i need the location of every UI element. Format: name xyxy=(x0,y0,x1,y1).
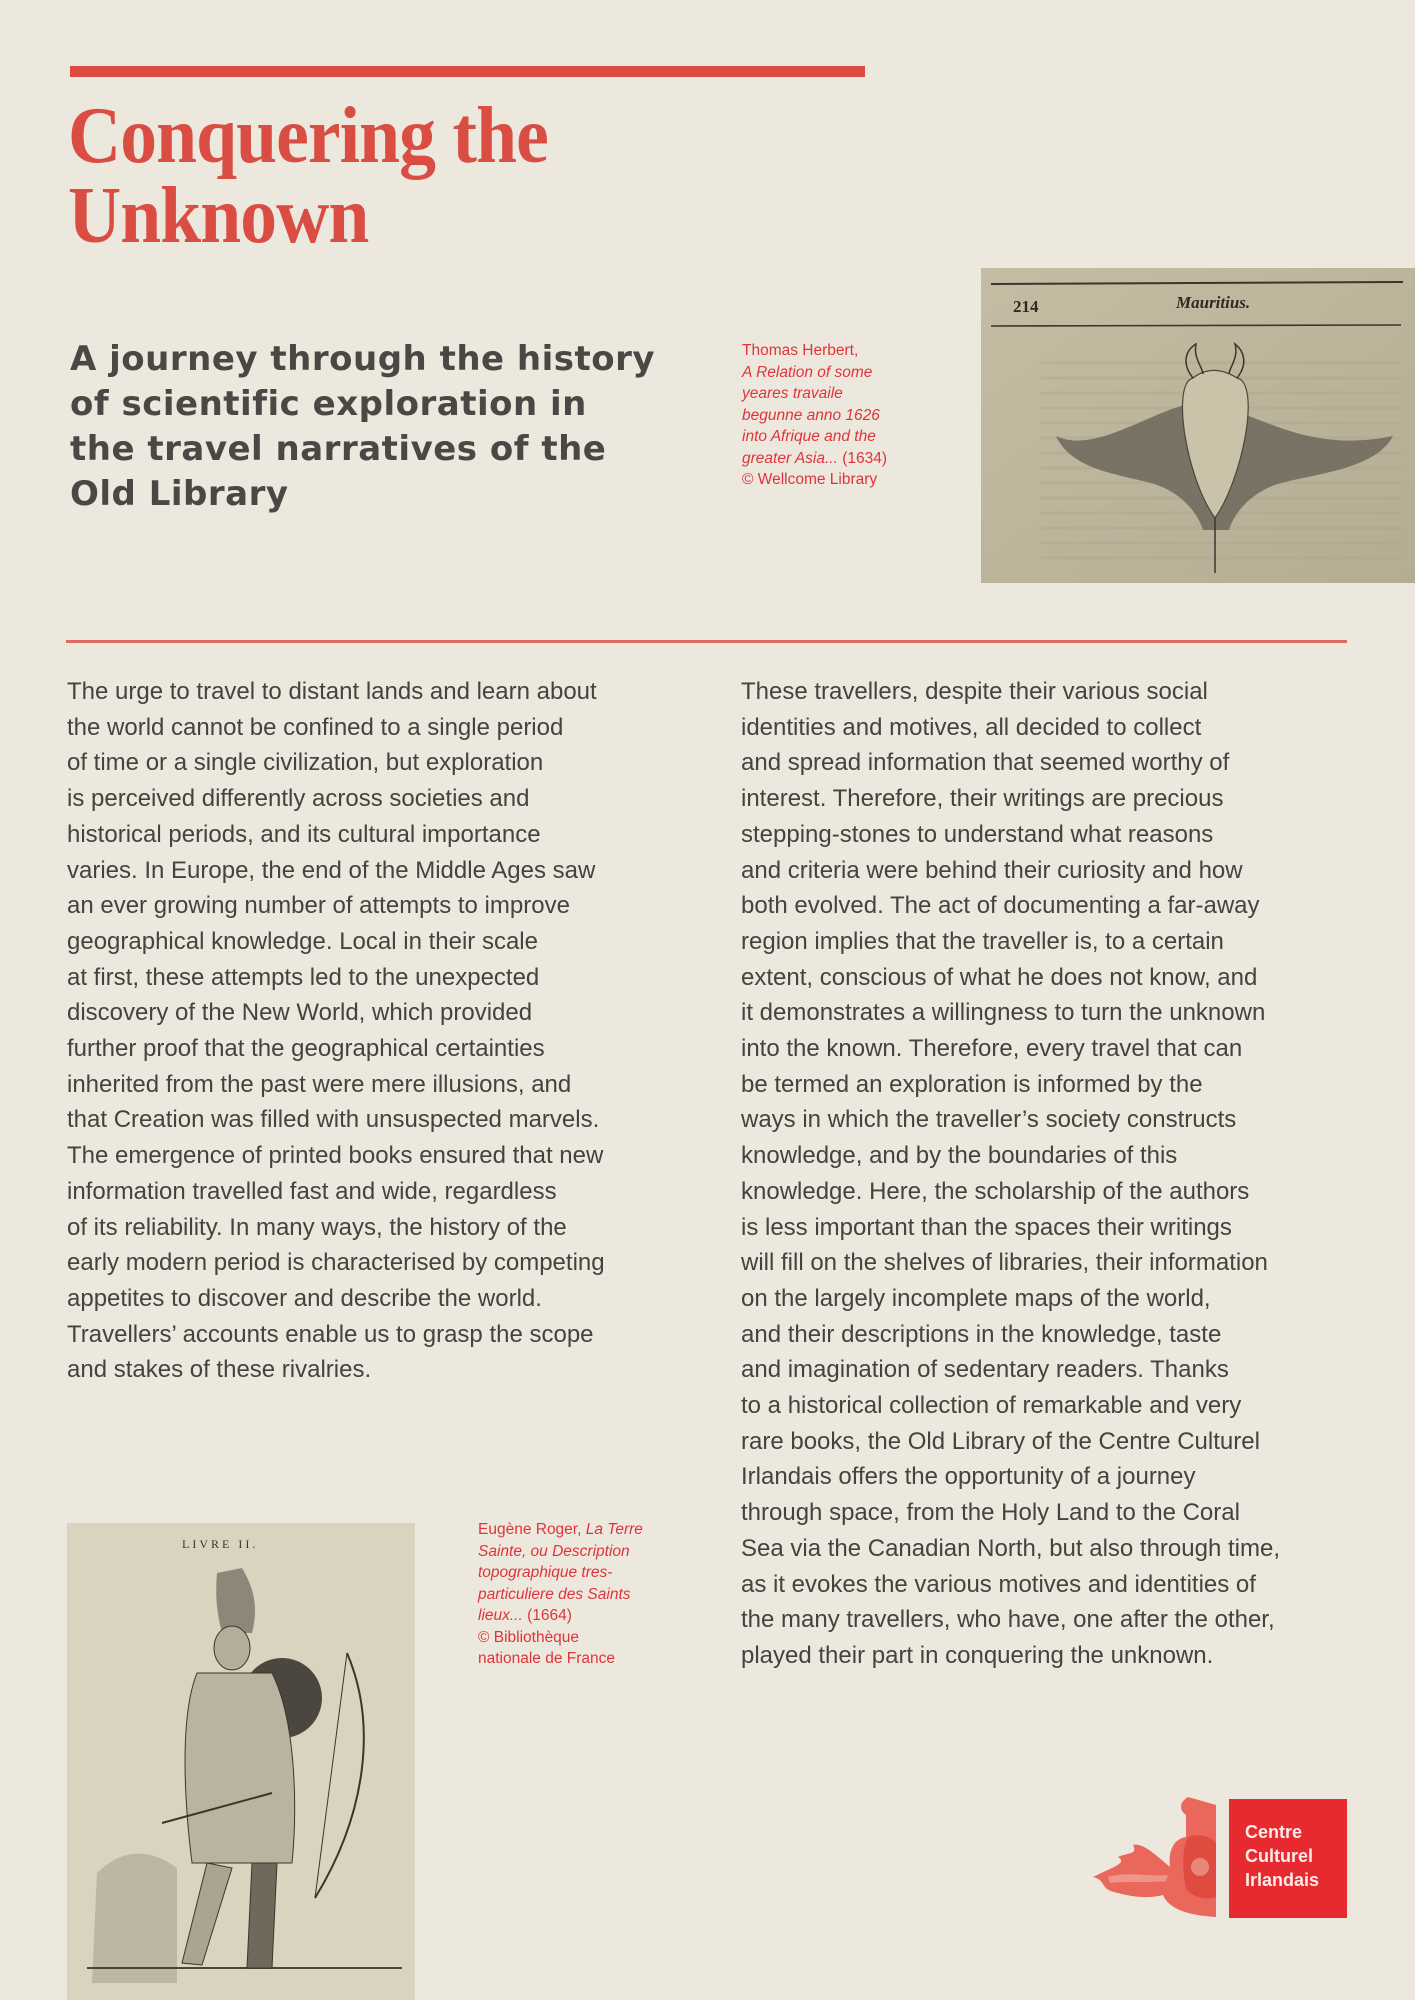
caption-title-line: A Relation of some xyxy=(742,363,873,381)
body-text-line: information travelled fast and wide, regardless xyxy=(67,1177,557,1205)
body-text-line: is less important than the spaces their writings xyxy=(741,1213,1232,1241)
page-heading: Mauritius. xyxy=(1176,293,1251,312)
title-line-1: Conquering the xyxy=(68,92,548,180)
body-text-line: identities and motives, all decided to collect xyxy=(741,713,1202,741)
logo-text-line: Culturel xyxy=(1245,1846,1314,1866)
caption-author: Eugène Roger, xyxy=(478,1521,582,1538)
body-text-line: to a historical collection of remarkable and very xyxy=(741,1392,1242,1420)
body-text-line: ways in which the traveller’s society constructs xyxy=(741,1106,1237,1134)
body-text-line: on the largely incomplete maps of the world, xyxy=(741,1284,1211,1312)
caption-title-year-line xyxy=(742,448,887,470)
body-text-line: of time or a single civilization, but exploration xyxy=(67,749,544,777)
body-text-line: further proof that the geographical certainties xyxy=(67,1035,545,1063)
caption-title-year-line xyxy=(478,1605,643,1627)
archer-warrior-engraving-image xyxy=(67,1523,415,2000)
subtitle-line: of scientific exploration in xyxy=(70,384,587,424)
body-text-line: rare books, the Old Library of the Centre Culturel xyxy=(741,1427,1260,1455)
manta-ray-engraving-image xyxy=(981,268,1415,583)
body-text-line: is perceived differently across societies and xyxy=(67,785,530,813)
page-heading: LIVRE II. xyxy=(182,1537,259,1551)
body-text-line: as it evokes the various motives and identities of xyxy=(741,1570,1256,1598)
caption-author: Thomas Herbert, xyxy=(742,342,859,359)
body-text-line: and criteria were behind their curiosity and how xyxy=(741,856,1243,884)
body-text-line: Sea via the Canadian North, but also through time, xyxy=(741,1534,1280,1562)
caption-year: (1664) xyxy=(527,1607,572,1624)
body-text-line: The emergence of printed books ensured that new xyxy=(67,1142,604,1170)
body-text-line: early modern period is characterised by competing xyxy=(67,1249,605,1277)
body-text-line: that Creation was filled with unsuspected marvels. xyxy=(67,1106,600,1134)
body-text-line: of its reliability. In many ways, the history of the xyxy=(67,1213,567,1241)
body-text-line: Irlandais offers the opportunity of a journey xyxy=(741,1463,1196,1491)
body-column-right xyxy=(741,674,1361,1674)
manta-ray-illustration xyxy=(981,268,1415,583)
body-text-line: an ever growing number of attempts to improve xyxy=(67,892,570,920)
body-text-line: into the known. Therefore, every travel that can xyxy=(741,1035,1243,1063)
caption-author-title-line xyxy=(478,1519,643,1541)
caption-title-line: particuliere des Saints xyxy=(478,1585,631,1603)
logo-text-line: Irlandais xyxy=(1245,1870,1320,1890)
logo-text xyxy=(1245,1820,1319,1892)
caption-title-line: begunne anno 1626 xyxy=(742,406,880,424)
caption-credit: nationale de France xyxy=(478,1650,616,1667)
body-text-line: These travellers, despite their various social xyxy=(741,678,1208,705)
body-text-line: and stakes of these rivalries. xyxy=(67,1356,372,1384)
body-text-line: and their descriptions in the knowledge, taste xyxy=(741,1320,1222,1348)
title-line-2: Unknown xyxy=(68,172,369,260)
subtitle-line: A journey through the history xyxy=(70,339,656,379)
centre-culturel-irlandais-logo xyxy=(1229,1799,1347,1918)
title-accent-bar xyxy=(70,66,865,77)
caption-title-line: lieux... xyxy=(478,1607,523,1624)
body-text-line: historical periods, and its cultural importance xyxy=(67,820,541,848)
crest-graphic xyxy=(1088,1797,1218,1919)
body-text-line: both evolved. The act of documenting a far-away xyxy=(741,892,1260,920)
archer-warrior-illustration xyxy=(67,1523,415,2000)
body-text-line: through space, from the Holy Land to the Coral xyxy=(741,1499,1240,1527)
body-text-line: knowledge, and by the boundaries of this xyxy=(741,1142,1178,1170)
body-text-line: the world cannot be confined to a single period xyxy=(67,713,564,741)
caption-title-line: Sainte, ou Description xyxy=(478,1542,630,1560)
caption-title-line: yeares travaile xyxy=(742,385,843,402)
body-text-line: will fill on the shelves of libraries, their information xyxy=(741,1249,1268,1277)
figure-caption-roger xyxy=(478,1519,643,1670)
body-text-line: varies. In Europe, the end of the Middle Ages saw xyxy=(67,856,596,884)
body-text-line: played their part in conquering the unknown. xyxy=(741,1641,1214,1669)
caption-credit: © Bibliothèque xyxy=(478,1628,580,1646)
logo-text-line: Centre xyxy=(1245,1822,1303,1842)
subtitle-line: Old Library xyxy=(70,474,289,514)
figure-caption-herbert xyxy=(742,340,887,491)
caption-title-line: topographique tres- xyxy=(478,1564,613,1581)
body-text-line: discovery of the New World, which provided xyxy=(67,999,533,1027)
page-title xyxy=(68,92,548,260)
heraldic-crest-icon xyxy=(1088,1797,1218,1919)
body-text-line: The urge to travel to distant lands and learn about xyxy=(67,678,597,705)
page-number: 214 xyxy=(1013,297,1039,316)
body-text-line: at first, these attempts led to the unexpected xyxy=(67,963,540,991)
subtitle-line: the travel narratives of the xyxy=(70,429,607,469)
caption-title-line: greater Asia... xyxy=(742,449,838,467)
body-text-line: Travellers’ accounts enable us to grasp the scope xyxy=(67,1320,594,1348)
caption-credit: © Wellcome Library xyxy=(742,471,878,488)
body-text-line: extent, conscious of what he does not know, and xyxy=(741,963,1258,991)
body-text-line: and imagination of sedentary readers. Thanks xyxy=(741,1356,1229,1384)
caption-year: (1634) xyxy=(842,449,888,467)
body-text-line: appetites to discover and describe the world. xyxy=(67,1284,542,1312)
body-text-line: stepping-stones to understand what reasons xyxy=(741,820,1214,848)
body-column-left xyxy=(67,674,687,1388)
body-text-line: region implies that the traveller is, to a certain xyxy=(741,927,1224,955)
section-divider xyxy=(66,640,1347,643)
caption-title-line: La Terre xyxy=(585,1521,643,1538)
body-text-line: and spread information that seemed worthy of xyxy=(741,749,1230,777)
body-text-line: be termed an exploration is informed by the xyxy=(741,1070,1203,1098)
body-text-line: it demonstrates a willingness to turn the unknown xyxy=(741,999,1266,1027)
body-text-line: the many travellers, who have, one after the other, xyxy=(741,1606,1275,1634)
page-subtitle xyxy=(70,337,655,517)
body-text-line: geographical knowledge. Local in their scale xyxy=(67,927,538,955)
body-text-line: interest. Therefore, their writings are precious xyxy=(741,785,1224,813)
body-text-line: inherited from the past were mere illusions, and xyxy=(67,1070,572,1098)
caption-title-line: into Afrique and the xyxy=(742,428,876,445)
body-text-line: knowledge. Here, the scholarship of the authors xyxy=(741,1177,1250,1205)
